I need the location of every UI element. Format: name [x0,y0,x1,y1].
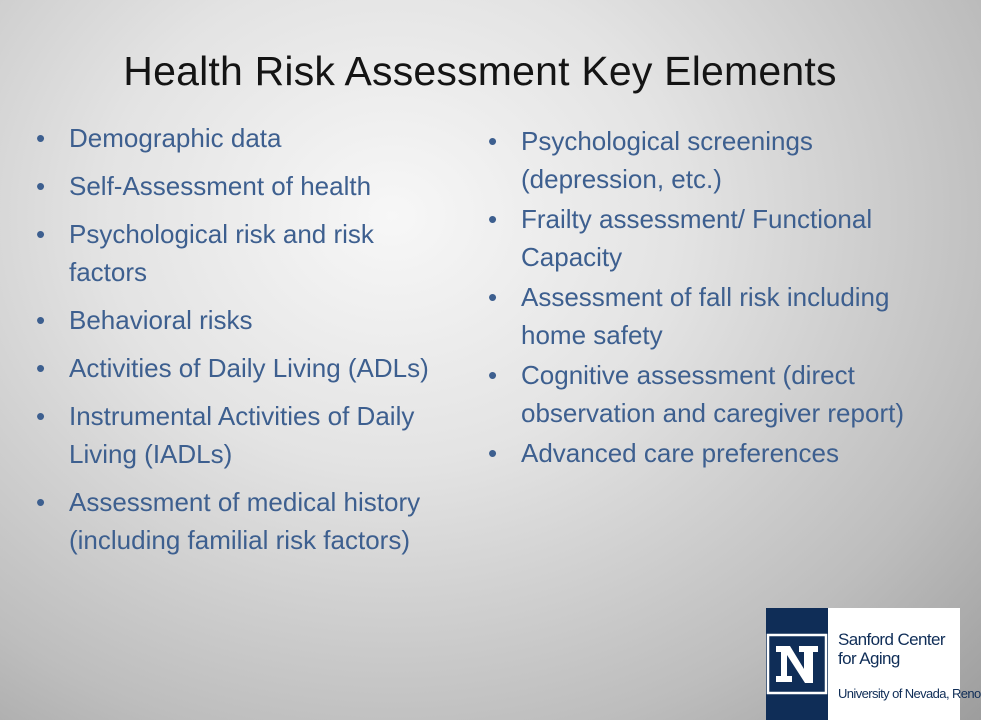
bullet-item: • Demographic data [36,119,431,157]
slide-title: Health Risk Assessment Key Elements [123,48,837,94]
bullet-item: • Assessment of medical history (including familial risk factors) [36,483,431,559]
sanford-center-logo [766,608,981,720]
bullet-item: • Frailty assessment/ Functional Capacity [488,200,928,276]
bullet-item: • Advanced care preferences [488,434,928,472]
bullet-item: • Activities of Daily Living (ADLs) [36,349,431,387]
bullet-item: • Psychological screenings (depression, etc.) [488,122,928,198]
bullet-item: • Psychological risk and risk factors [36,215,431,291]
nevada-n-logo-icon [766,608,828,720]
right-bullet-list [488,122,928,474]
left-bullet-list [36,119,431,569]
logo-line-1: Sanford Center [838,630,945,649]
logo-university-line: University of Nevada, Reno [838,686,981,701]
bullet-item: • Behavioral risks [36,301,431,339]
logo-text [828,608,981,720]
bullet-item: • Self-Assessment of health [36,167,431,205]
logo-line-2: for Aging [838,649,900,668]
bullet-item: • Cognitive assessment (direct observation and caregiver report) [488,356,928,432]
bullet-item: • Assessment of fall risk including home safety [488,278,928,354]
bullet-item: • Instrumental Activities of Daily Living (IADLs) [36,397,431,473]
